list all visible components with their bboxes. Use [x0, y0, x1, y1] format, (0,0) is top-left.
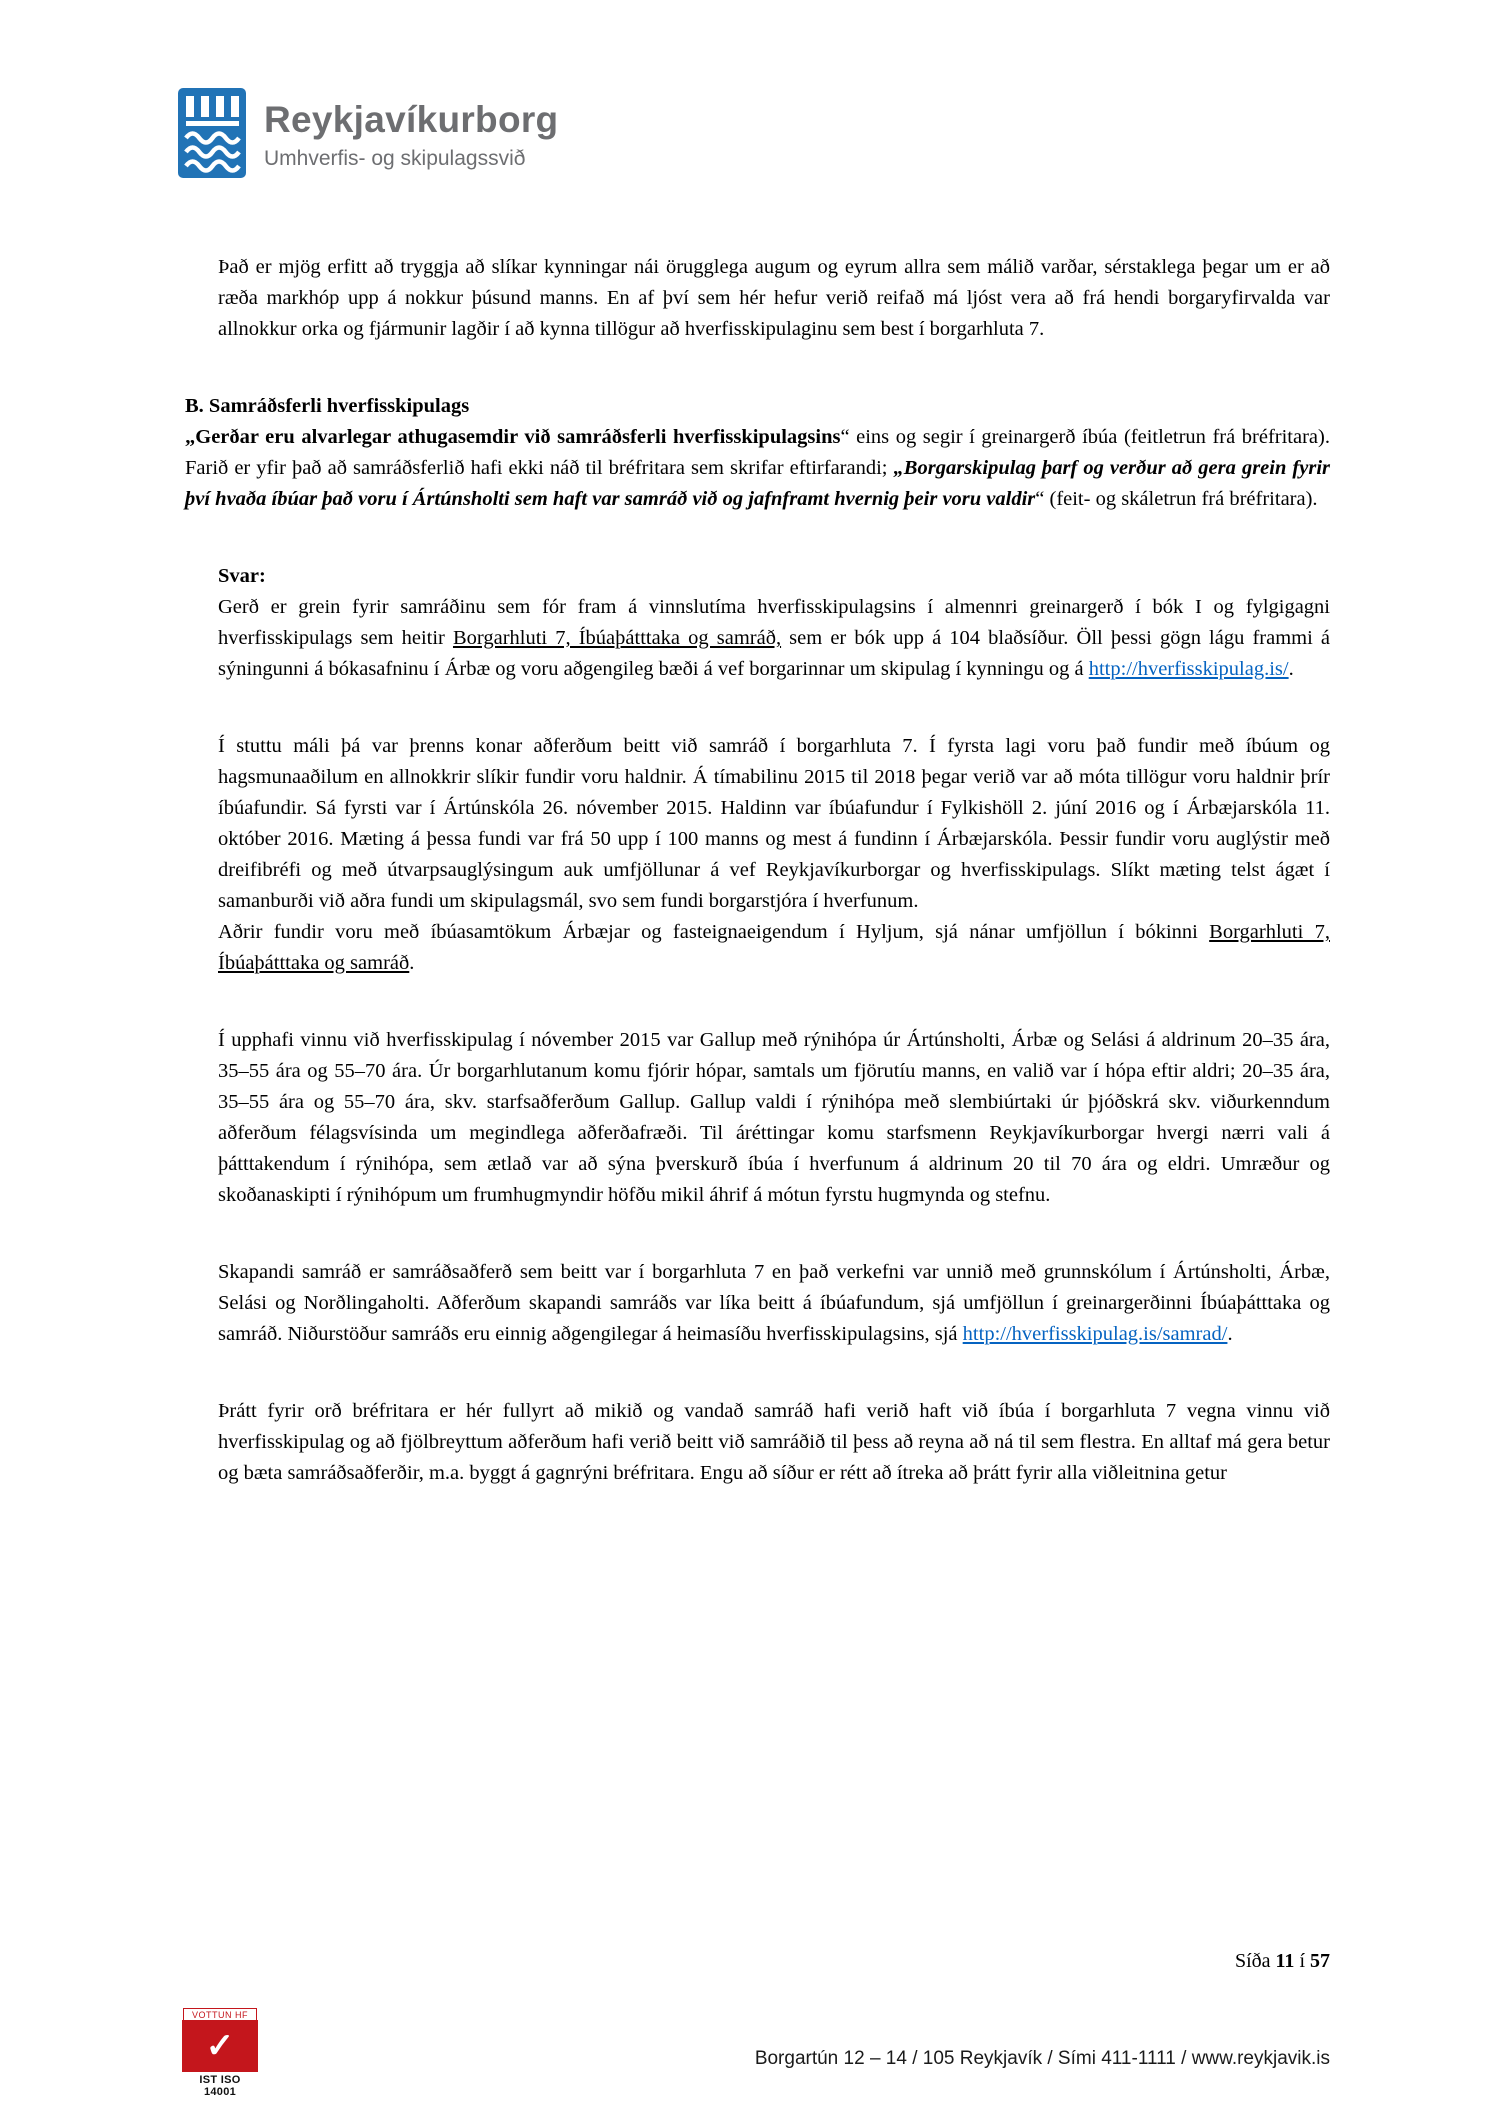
iso-certification-mark — [183, 2008, 257, 2098]
section-heading — [185, 391, 1330, 422]
text-run: “ eins og segir í greinargerð íbúa (feitletrun frá bréfritara). Farið er yfir það að samráðsferlið hafi ekki náð til bréfritara sem skrifar eftirfarandi; — [185, 426, 1330, 479]
paragraph-group — [185, 391, 1330, 515]
answer-paragraph-4 — [218, 1025, 1330, 1211]
answer-paragraph-6 — [218, 1396, 1330, 1489]
answer-paragraph-5 — [218, 1257, 1330, 1350]
page-number — [1235, 1950, 1330, 1973]
cert-standard-label: IST ISO 14001 — [199, 2074, 241, 2098]
text-run: 11 — [1275, 1950, 1295, 1972]
text-run: Síða — [1234, 1950, 1276, 1972]
paragraph-group — [218, 731, 1330, 979]
answer-paragraph-1 — [218, 592, 1330, 685]
paragraph-group — [218, 1396, 1330, 1489]
text-run: „Borgarskipulag þarf og verður að gera grein fyrir því hvaða íbúar það voru í Ártúnsholti sem haft var samráð við og jafnframt hvernig þeir voru valdir — [185, 457, 1330, 510]
paragraph-group — [218, 1257, 1330, 1350]
answer-paragraph-3 — [218, 917, 1330, 979]
complaint-paragraph — [185, 422, 1330, 515]
dept-name: Umhverfis- og skipulagssvið — [264, 146, 526, 170]
text-run: Borgarhluti 7, Íbúaþátttaka og samráð — [218, 921, 1330, 974]
checkmark-icon: ✓ — [183, 2021, 257, 2071]
text-run: 57 — [1310, 1950, 1330, 1972]
hyperlink[interactable]: http://hverfisskipulag.is/samrad/ — [962, 1323, 1228, 1345]
text-run: B. Samráðsferli hverfisskipulags — [185, 395, 470, 417]
text-run: Svar: — [218, 565, 266, 587]
reykjavik-city-logo — [178, 88, 246, 178]
intro-paragraph — [218, 252, 1330, 345]
footer-address: Borgartún 12 – 14 / 105 Reykjavík / Sími 411-1111 / www.reykjavik.is — [754, 2048, 1330, 2069]
paragraph-group — [218, 561, 1330, 685]
paragraph-group — [218, 1025, 1330, 1211]
text-run: . — [409, 952, 415, 974]
answer-label — [218, 561, 1330, 592]
letterhead-text — [264, 88, 558, 171]
paragraph-group — [218, 252, 1330, 345]
text-run: . — [1288, 658, 1294, 680]
cert-issuer-label: VOTTUN HF — [183, 2008, 257, 2021]
letterhead — [178, 88, 558, 178]
text-run: Aðrir fundir voru með íbúasamtökum Árbæjar og fasteignaeigendum í Hyljum, sjá nánar umfjöllun í bókinni — [218, 921, 1210, 943]
answer-paragraph-2 — [218, 731, 1330, 917]
text-run: Í stuttu máli þá var þrenns konar aðferðum beitt við samráð í borgarhluta 7. Í fyrsta lagi voru það fundir með íbúum og hagsmunaaðilum en allnokkrir slíkir fundir voru haldnir. Á tímabilinu 2015 til 2018 þegar verið var að móta tillögur voru haldnir þrír íbúafundir. Sá fyrsti var í Ártúnskóla 26. nóvember 2015. Haldinn var íbúafundur í Fylkishöll 2. júní 2016 og í Árbæjarskóla 11. október 2016. Mæting á þessa fundi var frá 50 upp í 100 manns og mest á fundinn í Árbæjarskóla. Þessir fundir voru auglýstir með dreifibréfi og með útvarpsauglýsingum auk umfjöllunar á vef Reykjavíkurborgar og hverfisskipulags. Slíkt mæting telst ágæt í samanburði við aðra fundi um skipulagsmál, svo sem fundi borgarstjóra í hverfunum. — [218, 735, 1330, 912]
text-run: Skapandi samráð er samráðsaðferð sem beitt var í borgarhluta 7 en það verkefni var unnið með grunnskólum í Ártúnsholti, Árbæ, Selási og Norðlingaholti. Aðferðum skapandi samráðs var líka beitt á íbúafundum, sjá umfjöllun í greinargerðinni Íbúaþátttaka og samráð. Niðurstöður samráðs eru einnig aðgengilegar á heimasíðu hverfisskipulagsins, sjá — [218, 1261, 1330, 1345]
text-run: Gerð er grein fyrir samráðinu sem fór fram á vinnslutíma hverfisskipulagsins í almennri greinargerð í bók I og fylgigagni hverfisskipulags sem heitir — [218, 596, 1330, 649]
text-run: Það er mjög erfitt að tryggja að slíkar kynningar nái örugglega augum og eyrum allra sem málið varðar, sérstaklega þegar um er að ræða markhóp upp á nokkur þúsund manns. En af því sem hér hefur verið reifað má ljóst vera að frá hendi borgaryfirvalda var allnokkur orka og fjármunir lagðir í að kynna tillögur að hverfisskipulaginu sem best í borgarhluta 7. — [218, 256, 1330, 340]
document-body — [185, 252, 1330, 1535]
text-run: „Gerðar eru alvarlegar athugasemdir við samráðsferli hverfisskipulagsins — [185, 426, 841, 448]
text-run: sem er bók upp á 104 blaðsíður. Öll þessi gögn lágu frammi á sýningunni á bókasafninu í Árbæ og voru aðgengileg bæði á vef borgarinnar um skipulag í kynningu og á — [218, 627, 1331, 680]
text-run: . — [1227, 1323, 1233, 1345]
text-run: “ (feit- og skáletrun frá bréfritara). — [1035, 488, 1318, 510]
text-run: Þrátt fyrir orð bréfritara er hér fullyrt að mikið og vandað samráð hafi verið haft við íbúa í borgarhluta 7 vegna vinnu við hverfisskipulag og að fjölbreyttum aðferðum hafi verið beitt við samráðið til þess að reyna að ná til sem flestra. En alltaf má gera betur og bæta samráðsaðferðir, m.a. byggt á gagnrýni bréfritara. Engu að síður er rétt að ítreka að þrátt fyrir alla viðleitnina getur — [218, 1400, 1330, 1484]
org-name: Reykjavíkurborg — [264, 99, 559, 140]
hyperlink[interactable]: http://hverfisskipulag.is/ — [1088, 658, 1289, 680]
text-run: Í upphafi vinnu við hverfisskipulag í nóvember 2015 var Gallup með rýnihópa úr Ártúnsholti, Árbæ og Selási á aldrinum 20–35 ára, 35–55 ára og 55–70 ára. Úr borgarhlutanum komu fjórir hópar, samtals um fjörutíu manns, en valið var í hópa eftir aldri; 20–35 ára, 35–55 ára og 55–70 ára, skv. starfsaðferðum Gallup. Gallup valdi í rýnihópa með slembiúrtaki úr þjóðskrá skv. viðurkenndum aðferðum félagsvísinda um megindlega aðferðafræði. Til áréttingar komu starfsmenn Reykjavíkurborgar hvergi nærri vali á þátttakendum í rýnihópa, sem ætlað var að sýna þverskurð íbúa í hverfunum á aldrinum 20 til 70 ára og eldri. Umræður og skoðanaskipti í rýnihópum um frumhugmyndir höfðu mikil áhrif á mótun fyrstu hugmynda og stefnu. — [218, 1029, 1330, 1206]
text-run: Borgarhluti 7, Íbúaþátttaka og samráð, — [452, 627, 782, 649]
text-run: í — [1294, 1950, 1310, 1972]
